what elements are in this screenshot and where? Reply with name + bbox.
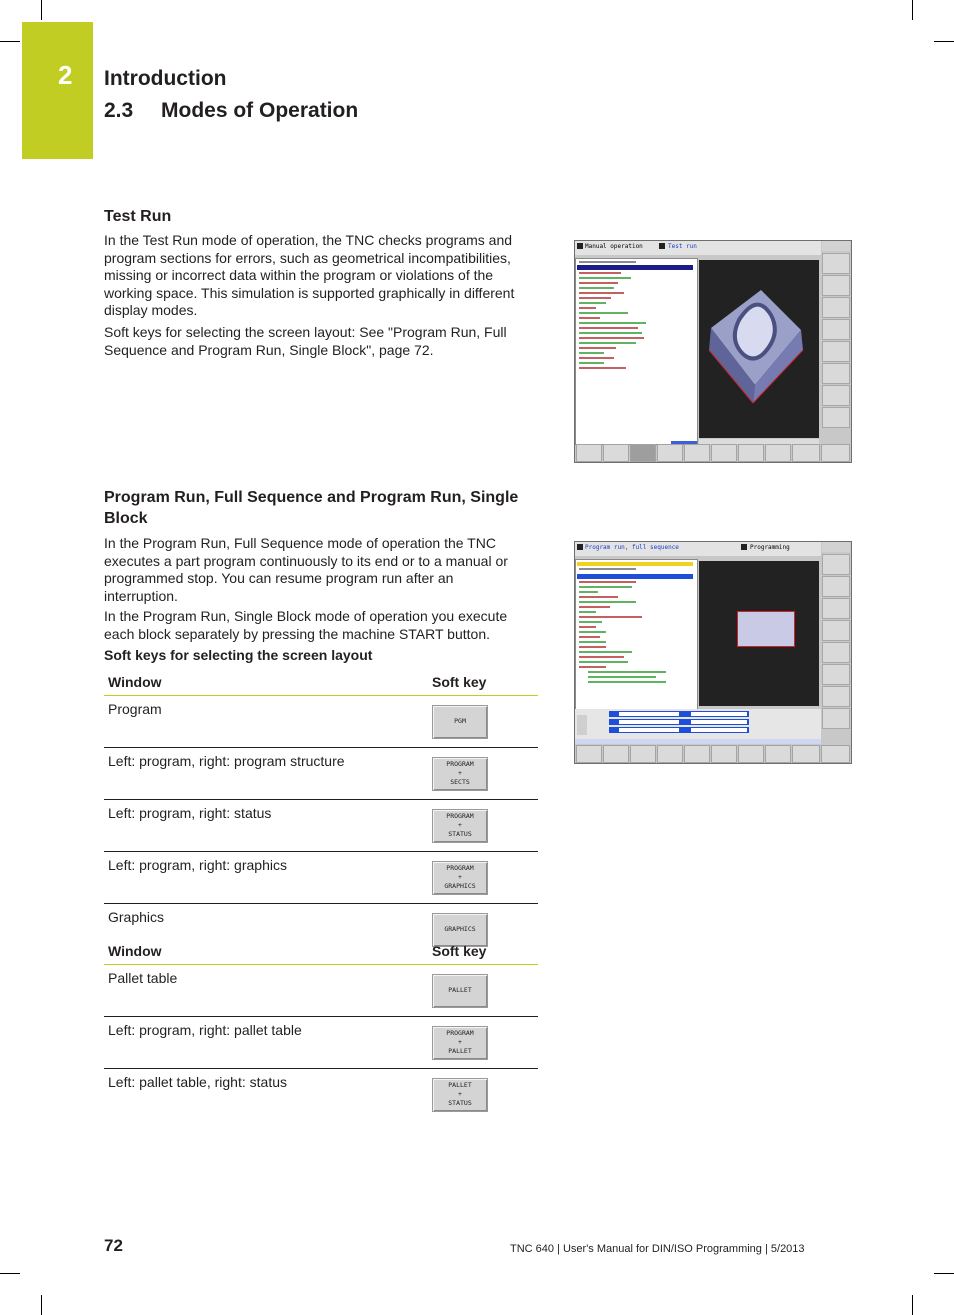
crop-mark <box>41 1295 42 1315</box>
mode-right-label: Test run <box>668 243 697 250</box>
bottom-softkey[interactable] <box>821 745 850 763</box>
crop-mark <box>0 41 20 42</box>
program-listing <box>576 560 697 710</box>
bottom-softkey[interactable] <box>792 444 820 462</box>
workpiece-graphic <box>699 260 819 438</box>
bottom-softkey[interactable] <box>657 444 683 462</box>
position-icon <box>577 715 587 735</box>
test-run-screenshot <box>574 240 852 463</box>
program-status-softkey[interactable]: PROGRAM + STATUS <box>432 809 488 843</box>
table-row <box>104 852 538 904</box>
side-softkey[interactable] <box>822 407 850 428</box>
position-display <box>575 709 821 739</box>
table-row <box>104 1017 538 1069</box>
bottom-softkey[interactable] <box>738 444 764 462</box>
program-run-heading: Program Run, Full Sequence and Program Run, Single Block <box>104 489 519 527</box>
bottom-softkey[interactable] <box>738 745 764 763</box>
program-window <box>575 258 698 445</box>
crop-mark <box>912 1295 913 1315</box>
side-softkey[interactable] <box>822 598 850 619</box>
value-cell <box>691 712 747 716</box>
bottom-softkey[interactable] <box>657 745 683 763</box>
clock-box <box>822 241 850 251</box>
side-softkey[interactable] <box>822 341 850 362</box>
bottom-softkey[interactable] <box>684 745 710 763</box>
bottom-softkey[interactable] <box>630 444 656 462</box>
bottom-softkey[interactable] <box>711 444 737 462</box>
side-softkey[interactable] <box>822 576 850 597</box>
status-strip <box>575 739 821 744</box>
test-run-heading: Test Run <box>104 208 172 225</box>
col-window-header: Window <box>104 938 428 965</box>
bottom-softkey[interactable] <box>711 745 737 763</box>
crop-mark <box>934 41 954 42</box>
mode-icon <box>659 243 665 249</box>
table-row <box>104 965 538 1017</box>
side-softkey[interactable] <box>822 363 850 384</box>
col-softkey-header: Soft key <box>428 669 538 696</box>
table-row <box>104 1069 538 1121</box>
window-cell: Pallet table <box>104 965 428 1017</box>
program-pallet-softkey[interactable]: PROGRAM + PALLET <box>432 1026 488 1060</box>
side-softkey[interactable] <box>822 664 850 685</box>
section-number: 2.3 <box>104 99 134 122</box>
side-softkey[interactable] <box>822 253 850 274</box>
crop-mark <box>41 0 42 20</box>
table-row <box>104 800 538 852</box>
program-run-para-1: In the Program Run, Full Sequence mode of operation the TNC executes a part program continuously to its end or to a manual or programmed stop. You can resume program run after an interruption. <box>104 535 508 604</box>
side-softkey[interactable] <box>822 642 850 663</box>
program-run-screenshot <box>574 541 852 764</box>
side-softkey[interactable] <box>822 708 850 729</box>
pallet-status-softkey[interactable]: PALLET + STATUS <box>432 1078 488 1112</box>
pgm-softkey[interactable]: PGM <box>432 705 488 739</box>
section-title: Modes of Operation <box>161 99 359 122</box>
test-run-para-2: Soft keys for selecting the screen layout: See "Program Run, Full Sequence and Program Run, Single Block", page 72. <box>104 324 507 358</box>
mode-right-label: Programming <box>750 544 790 551</box>
crop-mark <box>912 0 913 20</box>
window-cell: Left: program, right: graphics <box>104 852 428 904</box>
graphics-softkey[interactable]: GRAPHICS <box>432 913 488 947</box>
program-run-para-2: In the Program Run, Single Block mode of operation you execute each block separately by pressing the machine START button. <box>104 608 508 642</box>
side-softkey[interactable] <box>822 297 850 318</box>
value-cell <box>619 720 679 724</box>
bottom-softkey[interactable] <box>684 444 710 462</box>
crop-mark <box>0 1273 20 1274</box>
side-softkey[interactable] <box>822 554 850 575</box>
side-softkey[interactable] <box>822 319 850 340</box>
softkeys-subheading: Soft keys for selecting the screen layout <box>104 647 373 663</box>
chapter-title: Introduction <box>104 67 227 90</box>
softkey-table-2 <box>104 938 538 1120</box>
bottom-softkey[interactable] <box>765 444 791 462</box>
bottom-softkey[interactable] <box>765 745 791 763</box>
window-cell: Program <box>104 696 428 748</box>
window-cell: Left: pallet table, right: status <box>108 1074 287 1090</box>
program-sects-softkey[interactable]: PROGRAM + SECTS <box>432 757 488 791</box>
side-softkey-column <box>822 253 850 441</box>
program-window <box>575 559 698 711</box>
side-softkey[interactable] <box>822 620 850 641</box>
chapter-number: 2 <box>58 60 73 90</box>
side-softkey[interactable] <box>822 275 850 296</box>
program-listing <box>576 259 697 444</box>
mode-left-label: Manual operation <box>585 243 643 250</box>
col-window-header: Window <box>104 669 428 696</box>
value-cell <box>619 712 679 716</box>
side-softkey[interactable] <box>822 686 850 707</box>
footer-text: TNC 640 | User's Manual for DIN/ISO Programming | 5/2013 <box>510 1243 805 1255</box>
page-number: 72 <box>104 1236 123 1255</box>
crop-mark <box>934 1273 954 1274</box>
bottom-softkey[interactable] <box>821 444 850 462</box>
mode-icon <box>741 544 747 550</box>
side-softkey[interactable] <box>822 385 850 406</box>
window-cell: Left: program, right: pallet table <box>104 1017 428 1069</box>
bottom-softkey[interactable] <box>630 745 656 763</box>
graphics-window <box>699 260 819 438</box>
window-cell: Left: program, right: status <box>104 800 428 852</box>
window-cell: Graphics <box>108 909 165 925</box>
pallet-softkey[interactable]: PALLET <box>432 974 488 1008</box>
softkey-table-1 <box>104 669 538 955</box>
bottom-softkey[interactable] <box>576 745 602 763</box>
bottom-softkey[interactable] <box>603 444 629 462</box>
graphics-window <box>699 561 819 706</box>
bottom-softkey[interactable] <box>603 745 629 763</box>
table-row <box>104 696 538 748</box>
mode-icon <box>577 544 583 550</box>
mode-left-label: Program run, full sequence <box>585 544 679 551</box>
bottom-softkey[interactable] <box>792 745 820 763</box>
mode-icon <box>577 243 583 249</box>
value-cell <box>619 728 679 732</box>
side-softkey-column <box>822 554 850 742</box>
workpiece-blank <box>737 611 795 647</box>
bottom-softkey[interactable] <box>576 444 602 462</box>
value-cell <box>691 728 747 732</box>
test-run-para-1: In the Test Run mode of operation, the TNC checks programs and program sections for errors, such as geometrical incompatibilities, missing or incorrect data within the program or violations of the working space. This simulation is supported graphically in different display modes. <box>104 232 515 319</box>
clock-box <box>822 542 850 552</box>
col-softkey-header: Soft key <box>428 938 538 965</box>
window-cell: Left: program, right: program structure <box>104 748 428 800</box>
table-row <box>104 748 538 800</box>
program-graphics-softkey[interactable]: PROGRAM + GRAPHICS <box>432 861 488 895</box>
value-cell <box>691 720 747 724</box>
